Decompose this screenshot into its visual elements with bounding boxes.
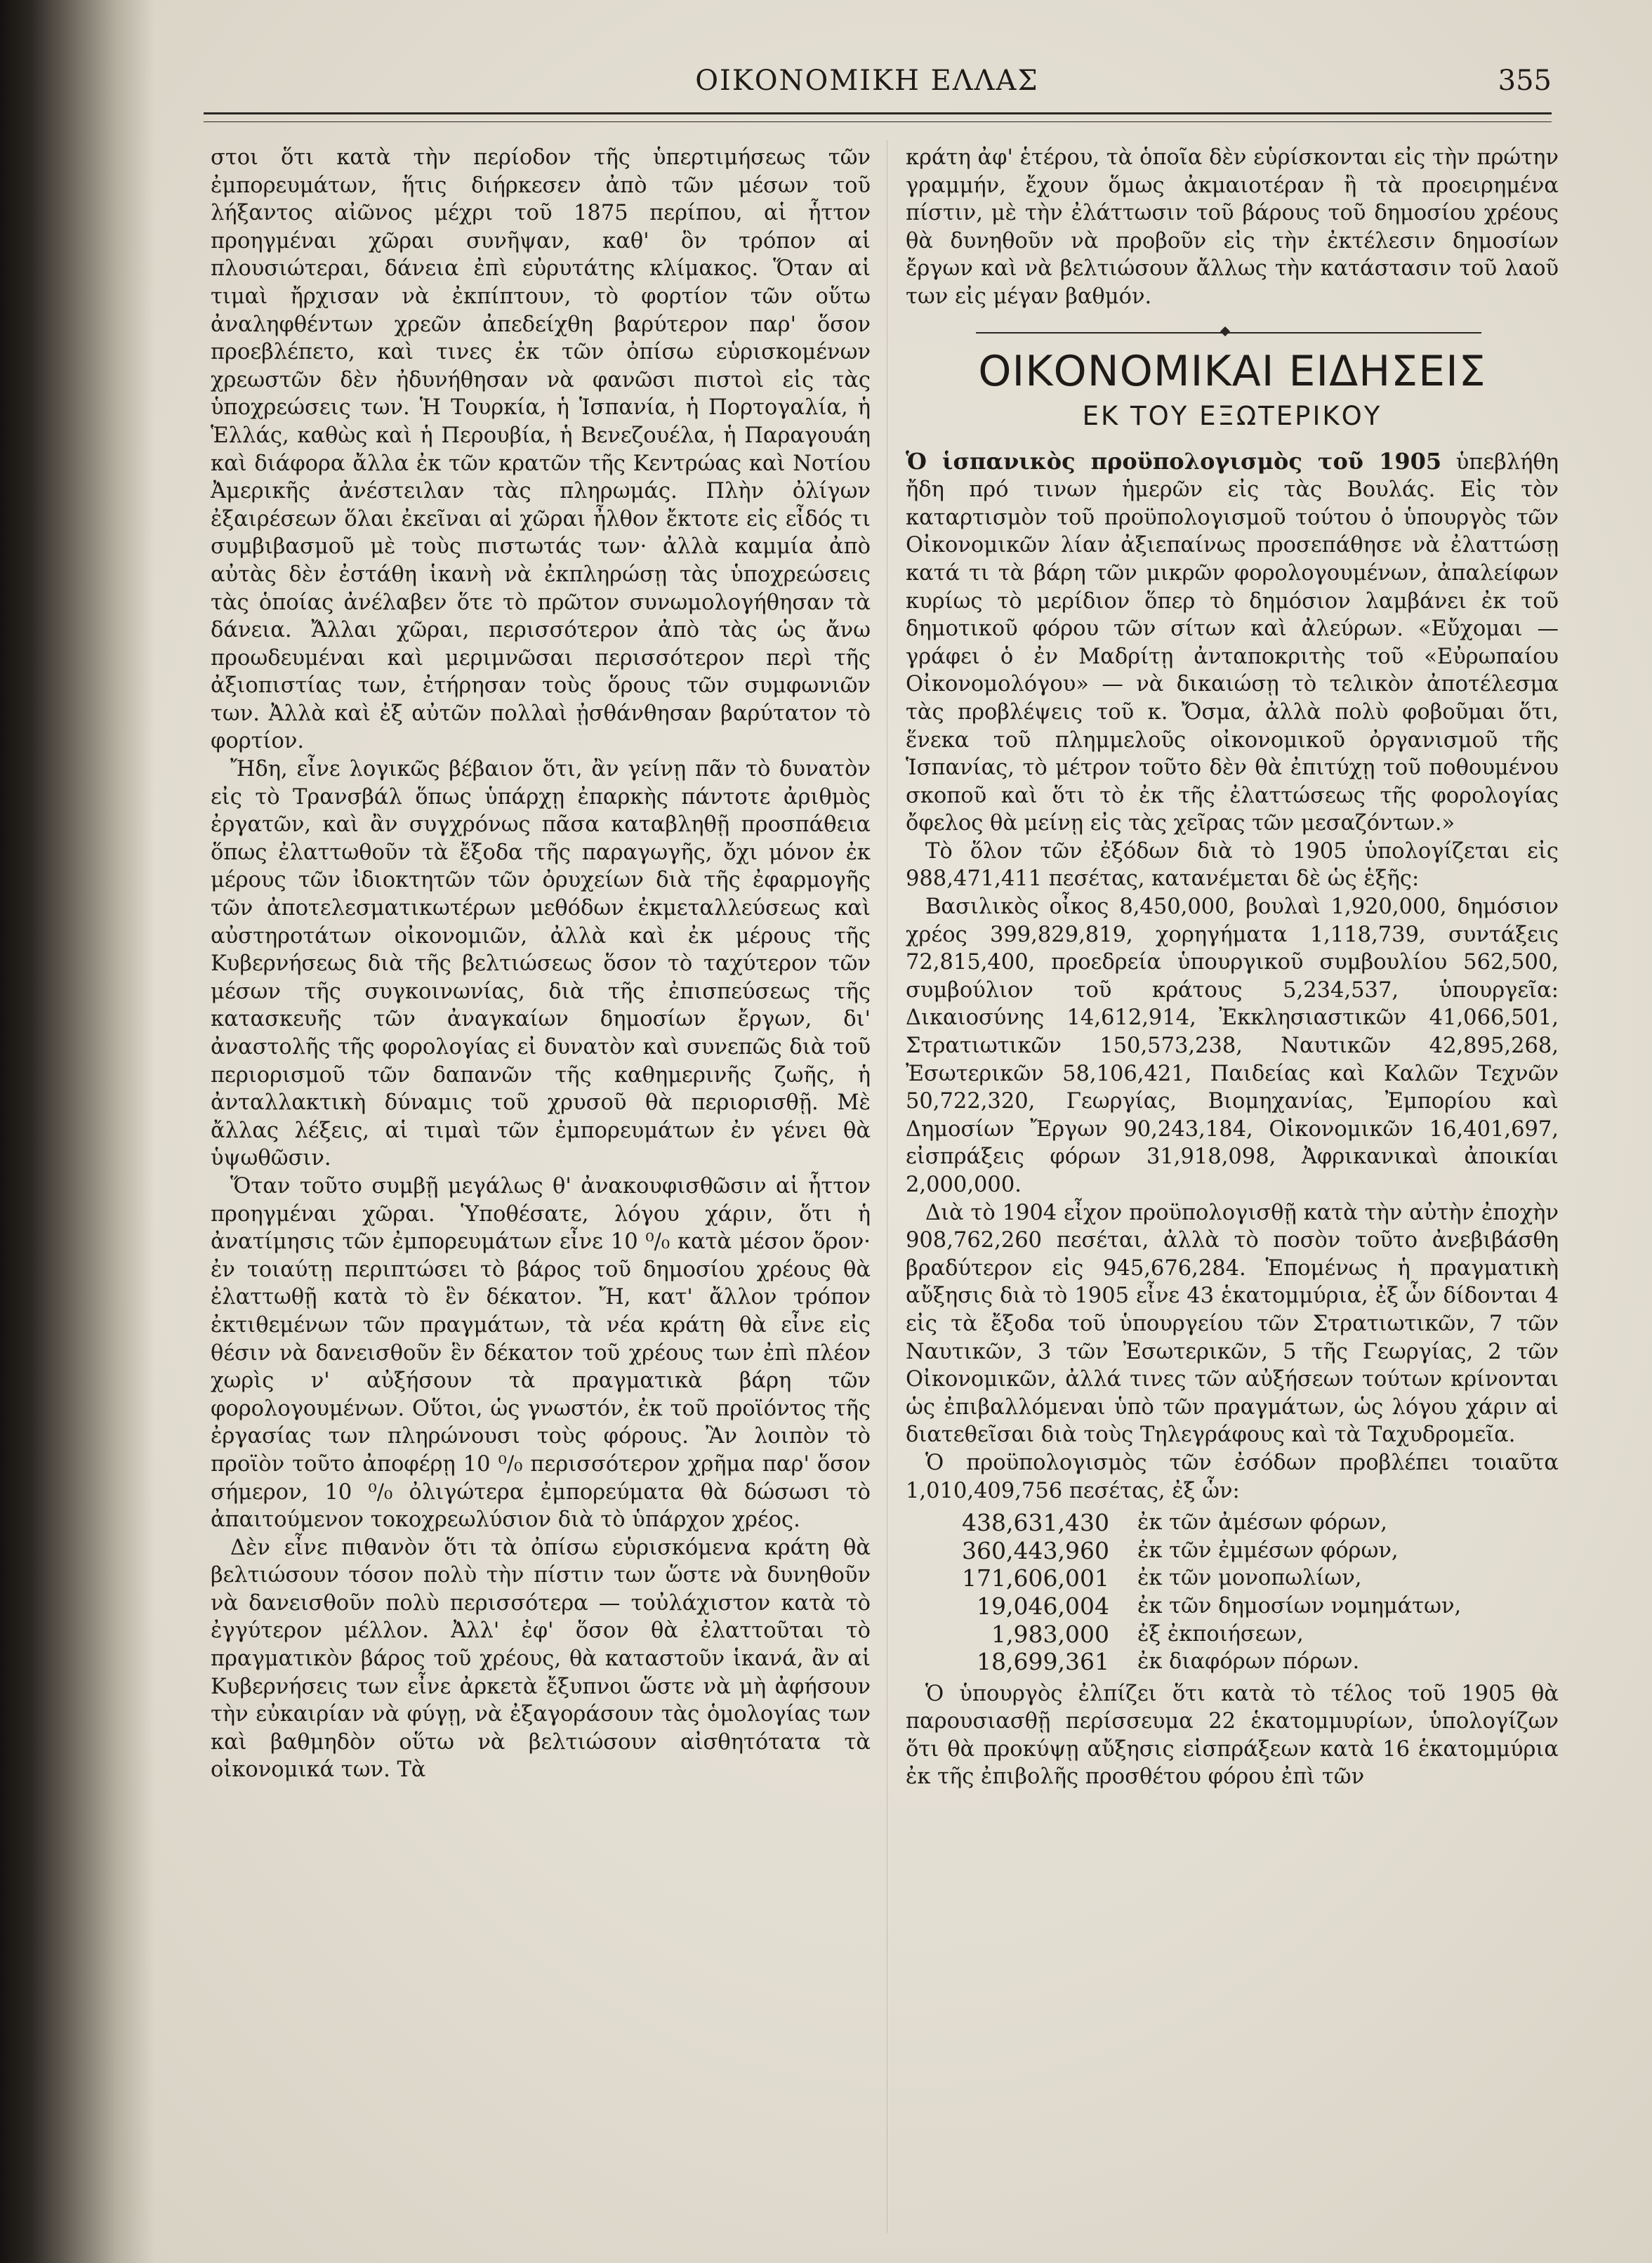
revenue-row [906, 1648, 1559, 1676]
left-paragraph-1: στοι ὅτι κατὰ τὴν περίοδον τῆς ὑπερτιμήσεως τῶν ἐμπορευμάτων, ἥτις διήρκεσεν ἀπὸ τῶν μέσων τοῦ λήξαντος αἰῶνος μέχρι τοῦ 1875 περίπου, αἱ ἧττον προηγμέναι χῶραι συνῆψαν, καθ' ὃν τρόπον αἱ πλουσιώτεραι, δάνεια ἐπὶ εὐρυτάτης κλίμακος. Ὅταν αἱ τιμαὶ ἤρχισαν νὰ ἐκπίπτουν, τὸ φορτίον τῶν οὕτω ἀναληφθέντων χρεῶν ἀπεδείχθη βαρύτερον παρ' ὅσον προεβλέπετο, καὶ τινες ἐκ τῶν ὀπίσω εὑρισκομένων χρεωστῶν δὲν ἠδυνήθησαν νὰ φανῶσι πιστοὶ εἰς τὰς ὑποχρεώσεις των. Ἡ Τουρκία, ἡ Ἱσπανία, ἡ Πορτογαλία, ἡ Ἑλλάς, καθὼς καὶ ἡ Περουβία, ἡ Βενεζουέλα, ἡ Παραγουάη καὶ διάφορα ἄλλα ἐκ τῶν κρατῶν τῆς Κεντρώας καὶ Νοτίου Ἀμερικῆς ἀνέστειλαν τὰς πληρωμάς. Πλὴν ὀλίγων ἐξαιρέσεων ὅλαι ἐκεῖναι αἱ χῶραι ἦλθον ἔκτοτε εἰς εἶδός τι συμβιβασμοῦ μὲ τοὺς πιστωτάς των· ἀλλὰ καμμία ἀπὸ αὐτὰς δὲν ἐστάθη ἱκανὴ νὰ ἐκπληρώσῃ τὰς ὑποχρεώσεις τὰς ὁποίας ἀνέλαβεν ὅτε τὸ πρῶτον συνωμολογήθησαν τὰ δάνεια. Ἄλλαι χῶραι, περισσότερον ἀπὸ τὰς ὡς ἄνω προωδευμέναι καὶ μεριμνῶσαι περισσότερον περὶ τῆς ἀξιοπιστίας των, ἐτήρησαν τοὺς ὅρους τῶν συμφωνιῶν των. Ἀλλὰ καὶ ἐξ αὐτῶν πολλαὶ ᾐσθάνθησαν βαρύτατον τὸ φορτίον. [211, 145, 871, 754]
right-intro-paragraph: κράτη ἀφ' ἑτέρου, τὰ ὁποῖα δὲν εὑρίσκονται εἰς τὴν πρώτην γραμμήν, ἔχουν ὅμως ἀκμαιοτέραν ἢ τὰ προειρημένα πίστιν, μὲ τὴν ἐλάττωσιν τοῦ βάρους τοῦ δημοσίου χρέους θὰ δυνηθοῦν νὰ προβοῦν εἰς τὴν ἐκτέλεσιν δημοσίων ἔργων καὶ νὰ βελτιώσουν ἄλλως τὴν κατάστασιν τοῦ λαοῦ των εἰς μέγαν βαθμόν. [906, 145, 1559, 309]
left-paragraph-3: Ὅταν τοῦτο συμβῇ μεγάλως θ' ἀνακουφισθῶσιν αἱ ἧττον προηγμέναι χῶραι. Ὑποθέσατε, λόγου χάριν, ὅτι ἡ ἀνατίμησις τῶν ἐμπορευμάτων εἶνε 10 ⁰/₀ κατὰ μέσον ὅρον· ἐν τοιαύτῃ περιπτώσει τὸ βάρος τοῦ δημοσίου χρέους θὰ ἐλαττωθῇ κατὰ τὸ ἓν δέκατον. Ἤ, κατ' ἄλλον τρόπον ἐκτιθεμένων τῶν πραγμάτων, τὰ νέα κράτη θὰ εἶνε εἰς θέσιν νὰ δανεισθοῦν ἓν δέκατον τοῦ χρέους των ἐπὶ πλέον χωρὶς ν' αὐξήσουν τὰ πραγματικὰ βάρη τῶν φορολογουμένων. Οὕτοι, ὡς γνωστόν, ἐκ τοῦ προϊόντος τῆς ἐργασίας των πληρώνουσι τοὺς φόρους. Ἂν λοιπὸν τὸ προϊὸν τοῦτο ἀποφέρῃ 10 ⁰/₀ περισσότερον χρῆμα παρ' ὅσον σήμερον, 10 ⁰/₀ ὀλιγώτερα ἐμπορεύματα θὰ δώσωσι τὸ ἀπαιτούμενον τοκοχρεωλύσιον διὰ τὸ ὑπάρχον χρέος. [211, 1173, 871, 1533]
revenue-source: ἐκ τῶν ἀμέσων φόρων, [1137, 1510, 1388, 1536]
revenue-row [906, 1509, 1559, 1537]
revenue-amount: 18,699,361 [977, 1648, 1109, 1676]
ornament-divider [976, 332, 1481, 334]
left-paragraph-2: Ἤδη, εἶνε λογικῶς βέβαιον ὅτι, ἂν γείνῃ πᾶν τὸ δυνατὸν εἰς τὸ Τρανσβάλ ὅπως ὑπάρχῃ ἐπαρκὴς πάντοτε ἀριθμὸς ἐργατῶν, καὶ ἂν συγχρόνως πᾶσα καταβληθῇ προσπάθεια ὅπως ἐλαττωθοῦν τὰ ἔξοδα τῆς παραγωγῆς, ὄχι μόνον ἐκ μέρους τῶν ἰδιοκτητῶν τῶν ὀρυχείων διὰ τῆς ἐφαρμογῆς τῶν ἀποτελεσματικωτέρων μεθόδων ἐκμεταλλεύσεως καὶ αὐστηροτάτων οἰκονομιῶν, ἀλλὰ καὶ ἐκ μέρους τῆς Κυβερνήσεως διὰ τῆς βελτιώσεως ὅσον τὸ ταχύτερον τῶν μέσων τῆς συγκοινωνίας, διὰ τῆς ἐπισπεύσεως τῆς κατασκευῆς τῶν ἀναγκαίων δημοσίων ἔργων, δι' ἀναστολῆς τῆς φορολογίας εἰ δυνατὸν καὶ συνεπῶς διὰ τοῦ περιορισμοῦ τῶν δαπανῶν τῆς καθημερινῆς ζωῆς, ἡ ἀνταλλακτικὴ δύναμις τοῦ χρυσοῦ θὰ περιορισθῇ. Μὲ ἄλλας λέξεις, αἱ τιμαὶ τῶν ἐμπορευμάτων ἐν γένει θὰ ὑψωθῶσιν. [211, 757, 871, 1171]
revenue-amount: 19,046,004 [977, 1592, 1109, 1620]
revenue-amount: 171,606,001 [962, 1564, 1109, 1592]
revenue-row [906, 1621, 1559, 1649]
news-paragraph-2: Τὸ ὅλον τῶν ἐξόδων διὰ τὸ 1905 ὑπολογίζεται εἰς 988,471,411 πεσέτας, κατανέμεται δὲ ὡς ἑξῆς: [906, 838, 1559, 892]
binding-shadow [0, 0, 154, 2263]
revenue-source: ἐκ τῶν δημοσίων νομημάτων, [1137, 1593, 1462, 1618]
section-subtitle: ΕΚ ΤΟΥ ΕΞΩΤΕΡΙΚΟΥ [1082, 400, 1382, 431]
revenue-source: ἐξ ἐκποιήσεων, [1137, 1621, 1304, 1647]
revenue-list [906, 1509, 1559, 1676]
header-rule [204, 112, 1552, 122]
revenue-source: ἐκ τῶν μονοπωλίων, [1137, 1566, 1362, 1591]
revenue-amount: 438,631,430 [962, 1509, 1109, 1537]
running-title: ΟΙΚΟΝΟΜΙΚΗ ΕΛΛΑΣ [695, 65, 1039, 97]
news-paragraph-5: Ὁ προϋπολογισμὸς τῶν ἐσόδων προβλέπει τοιαῦτα 1,010,409,756 πεσέτας, ἐξ ὧν: [906, 1450, 1559, 1503]
news-paragraph-1: ὑπεβλήθη ἤδη πρό τινων ἡμερῶν εἰς τὰς Βουλάς. Εἰς τὸν καταρτισμὸν τοῦ προϋπολογισμοῦ τούτου ὁ ὑπουργὸς τῶν Οἰκονομικῶν λίαν ἀξιεπαίνως προσεπάθησε νὰ ἐλαττώσῃ κατά τι τὰ βάρη τῶν μικρῶν φορολογουμένων, ἀπαλείφων κυρίως τὸ μερίδιον ὅπερ τὸ δημόσιον λαμβάνει ἐκ τοῦ δημοτικοῦ φόρου τῶν σίτων καὶ ἀλεύρων. «Εὔχομαι — γράφει ὁ ἐν Μαδρίτῃ ἀνταποκριτὴς τοῦ «Εὐρωπαίου Οἰκονομολόγου» — νὰ δικαιώσῃ τὸ τελικὸν ἀποτέλεσμα τὰς προβλέψεις τοῦ κ. Ὄσμα, ἀλλὰ πολὺ φοβοῦμαι ὅτι, ἕνεκα τοῦ πλημμελοῦς οἰκονομικοῦ ὀργανισμοῦ τῆς Ἱσπανίας, τὸ μέτρον τοῦτο δὲν θὰ ἐπιτύχῃ τοῦ ποθουμένου σκοποῦ καὶ ὅτι τὸ ἐκ τῆς ἐλαττώσεως τῆς φορολογίας ὄφελος θὰ μείνῃ εἰς τὰς χεῖρας τῶν μεσαζόντων.» [906, 449, 1559, 836]
revenue-amount: 360,443,960 [962, 1536, 1109, 1564]
revenue-source: ἐκ διαφόρων πόρων. [1137, 1649, 1360, 1675]
page-header [183, 65, 1552, 107]
news-heading: Ὁ ἱσπανικὸς προϋπολογισμὸς τοῦ 1905 [906, 447, 1442, 475]
right-column [906, 144, 1559, 1791]
revenue-amount: 1,983,000 [991, 1620, 1109, 1648]
news-paragraph-6: Ὁ ὑπουργὸς ἐλπίζει ὅτι κατὰ τὸ τέλος τοῦ 1905 θὰ παρουσιασθῇ περίσσευμα 22 ἑκατομμυρίων, ὑπολογίζων ὅτι θὰ προκύψῃ αὔξησις εἰσπράξεων κατὰ 16 ἑκατομμύρια ἐκ τῆς ἐπιβολῆς προσθέτου φόρου ἐπὶ τῶν [906, 1681, 1559, 1790]
news-paragraph-4: Διὰ τὸ 1904 εἶχον προϋπολογισθῇ κατὰ τὴν αὐτὴν ἐποχὴν 908,762,260 πεσέται, ἀλλὰ τὸ ποσὸν τοῦτο ἀνεβιβάσθη βραδύτερον εἰς 945,676,284. Ἑπομένως ἡ πραγματικὴ αὔξησις διὰ τὸ 1905 εἶνε 43 ἑκατομμύρια, ἐξ ὧν δίδονται 4 εἰς τὰ ἔξοδα τοῦ ὑπουργείου τῶν Στρατιωτικῶν, 7 τῶν Ναυτικῶν, 3 τῶν Ἐσωτερικῶν, 5 τῆς Γεωργίας, 2 τῶν Οἰκονομικῶν, ἀλλά τινες τῶν αὐξήσεων τούτων κρίνονται ὡς ἐπιβαλλόμεναι ὑπὸ τῶν πραγμάτων, ὡς λόγου χάριν αἱ διατεθεῖσαι διὰ τοὺς Τηλεγράφους καὶ τὰ Ταχυδρομεῖα. [906, 1200, 1559, 1448]
revenue-row [906, 1592, 1559, 1621]
revenue-row [906, 1564, 1559, 1592]
left-column [211, 144, 871, 1784]
page-number: 355 [1498, 65, 1552, 97]
news-paragraph-3: Βασιλικὸς οἶκος 8,450,000, βουλαὶ 1,920,000, δημόσιον χρέος 399,829,819, χορηγήματα 1,118,739, συντάξεις 72,815,400, προεδρεία ὑπουργικοῦ συμβουλίου 562,500, συμβούλιον τοῦ κράτους 5,234,537, ὑπουργεῖα: Δικαιοσύνης 14,612,914, Ἐκκλησιαστικῶν 41,066,501, Στρατιωτικῶν 150,573,238, Ναυτικῶν 42,895,268, Ἐσωτερικῶν 58,106,421, Παιδείας καὶ Καλῶν Τεχνῶν 50,722,320, Γεωργίας, Βιομηχανίας, Ἐμπορίου καὶ Δημοσίων Ἔργων 90,243,184, Οἰκονομικῶν 16,401,697, εἰσπράξεις φόρων 31,918,098, Ἀφρικανικαὶ ἀποικίαι 2,000,000. [906, 895, 1559, 1197]
section-title: ΟΙΚΟΝΟΜΙΚΑΙ ΕΙΔΗΣΕΙΣ [978, 346, 1486, 396]
revenue-row [906, 1537, 1559, 1565]
revenue-source: ἐκ τῶν ἐμμέσων φόρων, [1137, 1538, 1399, 1563]
left-paragraph-4: Δὲν εἶνε πιθανὸν ὅτι τὰ ὀπίσω εὑρισκόμενα κράτη θὰ βελτιώσουν τόσον πολὺ τὴν πίστιν των ὥστε νὰ δυνηθοῦν νὰ δανεισθοῦν πολὺ περισσότερα — τοὐλάχιστον κατὰ τὸ ἐγγύτερον μέλλον. Ἀλλ' ἐφ' ὅσον θὰ ἐλαττοῦται τὸ πραγματικὸν βάρος τοῦ χρέους, θὰ καταστοῦν ἱκανά, ἂν αἱ Κυβερνήσεις των εἶνε ἀρκετὰ ἔξυπνοι ὥστε νὰ μὴ ἀφήσουν τὴν εὐκαιρίαν νὰ φύγῃ, νὰ ἐξαγοράσουν τὰς ὁμολογίας των καὶ βαθμηδὸν οὕτω νὰ βελτιώσουν αἰσθητότατα τὰ οἰκονομικά των. Τὰ [211, 1535, 871, 1783]
news-item [906, 447, 1559, 838]
